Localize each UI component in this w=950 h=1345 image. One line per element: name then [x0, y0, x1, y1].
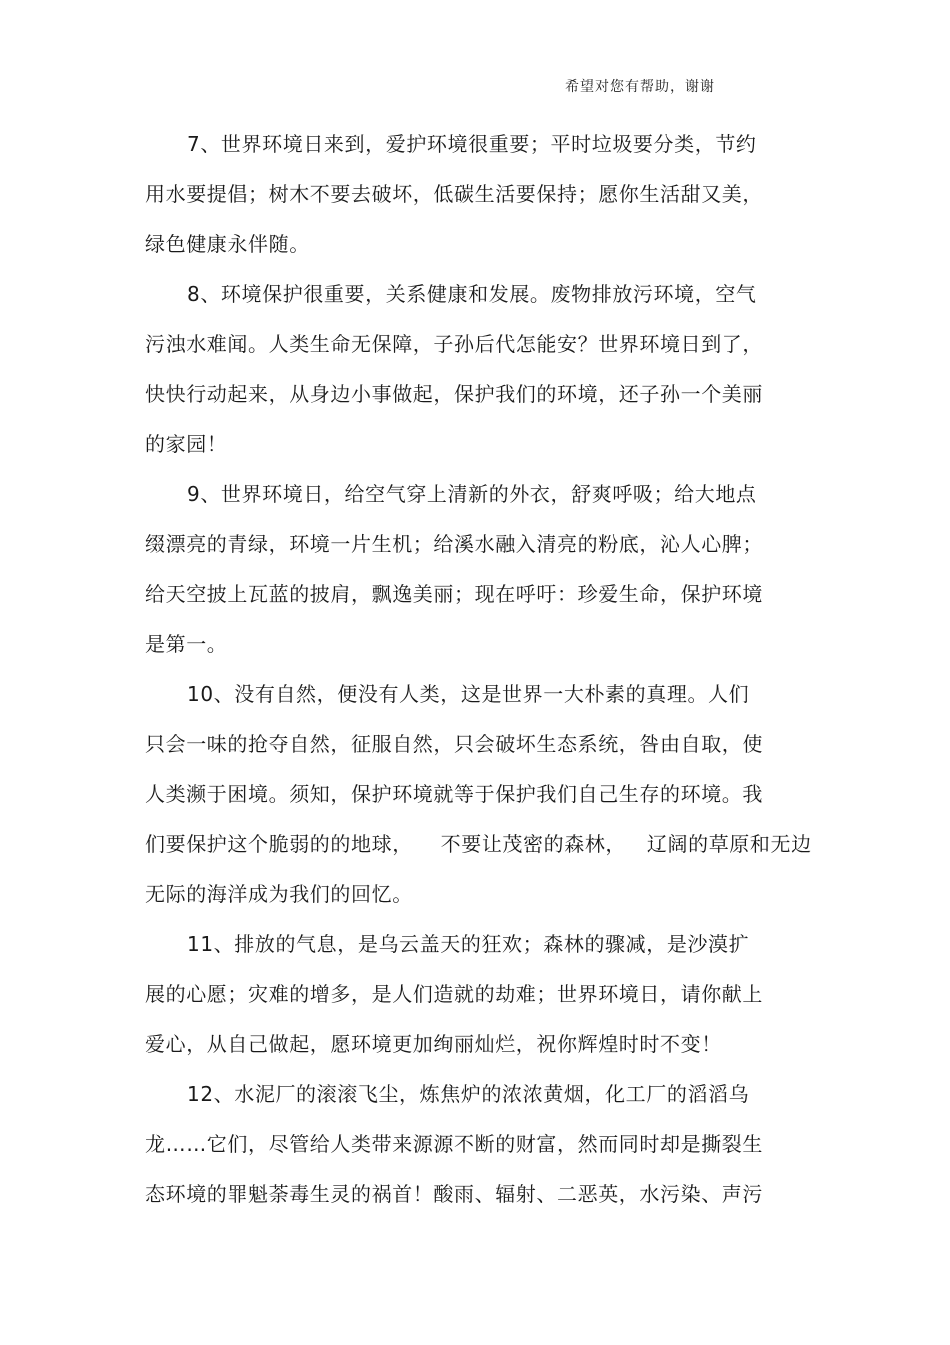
paragraph-line: 们要保护这个脆弱的的地球， 不要让茂密的森林， 辽阔的草原和无边: [145, 832, 812, 856]
paragraph-line: 8、环境保护很重要，关系健康和发展。废物排放污环境，空气: [187, 282, 757, 306]
paragraph-line: 给天空披上瓦蓝的披肩，飘逸美丽；现在呼吁：珍爱生命，保护环境: [145, 582, 763, 606]
paragraph-line: 只会一味的抢夺自然，征服自然，只会破坏生态系统，咎由自取，使: [145, 732, 763, 756]
paragraph-line: 绿色健康永伴随。: [145, 232, 310, 256]
paragraph-line: 污浊水难闻。人类生命无保障，子孙后代怎能安？世界环境日到了，: [145, 332, 763, 356]
paragraph-line: 缀漂亮的青绿，环境一片生机；给溪水融入清亮的粉底，沁人心脾；: [145, 532, 763, 556]
paragraph-line: 人类濒于困境。须知，保护环境就等于保护我们自己生存的环境。我: [145, 782, 763, 806]
paragraph-line: 12、水泥厂的滚滚飞尘，炼焦炉的浓浓黄烟，化工厂的滔滔乌: [187, 1082, 750, 1106]
paragraph-line: 是第一。: [145, 632, 228, 656]
paragraph-line: 快快行动起来，从身边小事做起，保护我们的环境，还子孙一个美丽: [145, 382, 763, 406]
paragraph-line: 用水要提倡；树木不要去破坏，低碳生活要保持；愿你生活甜又美，: [145, 182, 763, 206]
paragraph-line: 展的心愿；灾难的增多，是人们造就的劫难；世界环境日，请你献上: [145, 982, 763, 1006]
paragraph-line: 11、排放的气息，是乌云盖天的狂欢；森林的骤减，是沙漠扩: [187, 932, 750, 956]
paragraph-line: 无际的海洋成为我们的回忆。: [145, 882, 413, 906]
paragraph-line: 7、世界环境日来到，爱护环境很重要；平时垃圾要分类，节约: [187, 132, 757, 156]
paragraph-line: 龙……它们，尽管给人类带来源源不断的财富，然而同时却是撕裂生: [145, 1132, 763, 1156]
paragraph-line: 10、没有自然，便没有人类，这是世界一大朴素的真理。人们: [187, 682, 750, 706]
header-note: 希望对您有帮助，谢谢: [565, 79, 715, 95]
paragraph-line: 态环境的罪魁荼毒生灵的祸首！酸雨、辐射、二恶英，水污染、声污: [145, 1182, 763, 1206]
paragraph-line: 9、世界环境日，给空气穿上清新的外衣，舒爽呼吸；给大地点: [187, 482, 757, 506]
paragraph-line: 爱心，从自己做起，愿环境更加绚丽灿烂，祝你辉煌时时不变！: [145, 1032, 722, 1056]
paragraph-line: 的家园！: [145, 432, 228, 456]
